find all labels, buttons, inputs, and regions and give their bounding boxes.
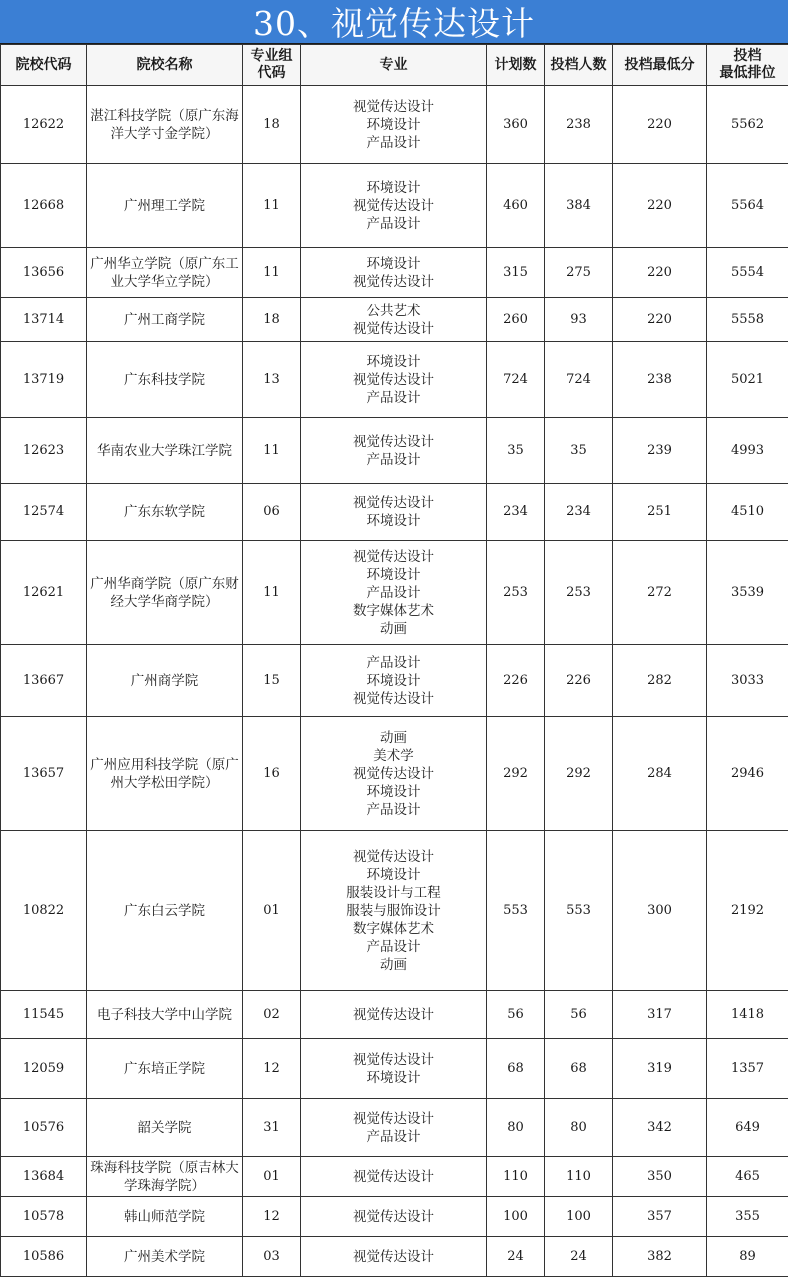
table-row — [1, 1099, 788, 1157]
cell-min-rank: 465 — [707, 1157, 788, 1197]
cell-count: 100 — [545, 1197, 613, 1237]
header-min-score: 投档最低分 — [613, 45, 707, 86]
cell-majors — [301, 1237, 487, 1277]
cell-group-code: 11 — [243, 164, 301, 248]
cell-min-score: 342 — [613, 1099, 707, 1157]
cell-min-score: 357 — [613, 1197, 707, 1237]
cell-count: 110 — [545, 1157, 613, 1197]
cell-school-name: 广州工商学院 — [87, 298, 243, 342]
cell-group-code: 02 — [243, 991, 301, 1039]
cell-count: 35 — [545, 418, 613, 484]
cell-majors — [301, 86, 487, 164]
major-item: 环境设计 — [366, 566, 421, 583]
cell-school-name: 广东东软学院 — [87, 484, 243, 541]
cell-school-code: 13684 — [1, 1157, 87, 1197]
major-item: 产品设计 — [366, 215, 421, 232]
table-row — [1, 484, 788, 541]
major-item: 视觉传达设计 — [353, 1208, 434, 1225]
cell-school-code: 13657 — [1, 717, 87, 831]
cell-school-code: 12668 — [1, 164, 87, 248]
cell-group-code: 15 — [243, 645, 301, 717]
cell-majors — [301, 1099, 487, 1157]
cell-school-name: 韶关学院 — [87, 1099, 243, 1157]
table-row — [1, 1157, 788, 1197]
major-item: 产品设计 — [366, 134, 421, 151]
cell-min-score: 220 — [613, 164, 707, 248]
cell-group-code: 12 — [243, 1039, 301, 1099]
major-item: 动画 — [380, 729, 407, 746]
cell-count: 724 — [545, 342, 613, 418]
cell-min-rank: 5554 — [707, 248, 788, 298]
major-item: 环境设计 — [366, 783, 421, 800]
cell-group-code: 31 — [243, 1099, 301, 1157]
cell-min-score: 239 — [613, 418, 707, 484]
cell-school-code: 11545 — [1, 991, 87, 1039]
major-item: 美术学 — [373, 747, 414, 764]
cell-majors — [301, 645, 487, 717]
major-item: 数字媒体艺术 — [353, 602, 434, 619]
cell-plan: 234 — [487, 484, 545, 541]
table-row — [1, 248, 788, 298]
cell-plan: 253 — [487, 541, 545, 645]
cell-group-code: 06 — [243, 484, 301, 541]
major-item: 环境设计 — [366, 866, 421, 883]
table-row — [1, 991, 788, 1039]
table-header-row — [1, 45, 788, 86]
major-item: 视觉传达设计 — [353, 433, 434, 450]
major-item: 视觉传达设计 — [353, 1006, 434, 1023]
major-item: 服装设计与工程 — [346, 884, 441, 901]
header-count: 投档人数 — [545, 45, 613, 86]
cell-count: 24 — [545, 1237, 613, 1277]
cell-min-score: 238 — [613, 342, 707, 418]
cell-min-score: 300 — [613, 831, 707, 991]
header-major: 专业 — [301, 45, 487, 86]
major-item: 视觉传达设计 — [353, 98, 434, 115]
cell-school-code: 12623 — [1, 418, 87, 484]
cell-min-score: 220 — [613, 248, 707, 298]
major-item: 环境设计 — [366, 513, 421, 529]
major-item: 环境设计 — [366, 255, 421, 272]
cell-min-score: 382 — [613, 1237, 707, 1277]
cell-plan: 360 — [487, 86, 545, 164]
cell-min-score: 319 — [613, 1039, 707, 1099]
table-row — [1, 164, 788, 248]
major-item: 环境设计 — [366, 116, 421, 133]
cell-majors — [301, 717, 487, 831]
cell-group-code: 16 — [243, 717, 301, 831]
major-item: 服装与服饰设计 — [346, 902, 441, 919]
cell-min-score: 220 — [613, 86, 707, 164]
cell-group-code: 03 — [243, 1237, 301, 1277]
major-item: 视觉传达设计 — [353, 320, 434, 337]
cell-group-code: 01 — [243, 1157, 301, 1197]
cell-min-rank: 5564 — [707, 164, 788, 248]
cell-majors — [301, 342, 487, 418]
table-body — [1, 86, 788, 1277]
cell-count: 238 — [545, 86, 613, 164]
cell-school-name: 华南农业大学珠江学院 — [87, 418, 243, 484]
major-item: 视觉传达设计 — [353, 273, 434, 290]
major-item: 视觉传达设计 — [353, 495, 434, 511]
cell-min-score: 284 — [613, 717, 707, 831]
cell-min-rank: 5562 — [707, 86, 788, 164]
cell-school-name: 广州应用科技学院（原广州大学松田学院） — [87, 717, 243, 831]
cell-plan: 68 — [487, 1039, 545, 1099]
cell-min-rank: 3539 — [707, 541, 788, 645]
cell-school-name: 广东科技学院 — [87, 342, 243, 418]
major-item: 视觉传达设计 — [353, 548, 434, 565]
cell-school-name: 湛江科技学院（原广东海洋大学寸金学院） — [87, 86, 243, 164]
cell-count: 553 — [545, 831, 613, 991]
cell-count: 275 — [545, 248, 613, 298]
cell-count: 68 — [545, 1039, 613, 1099]
table-row — [1, 1237, 788, 1277]
cell-majors — [301, 831, 487, 991]
cell-group-code: 18 — [243, 298, 301, 342]
major-item: 视觉传达设计 — [353, 371, 434, 388]
header-group-code: 专业组 代码 — [243, 45, 301, 86]
table-row — [1, 541, 788, 645]
cell-school-code: 12622 — [1, 86, 87, 164]
cell-plan: 80 — [487, 1099, 545, 1157]
cell-min-rank: 5021 — [707, 342, 788, 418]
header-min-rank: 投档 最低排位 — [707, 45, 788, 86]
cell-majors — [301, 1157, 487, 1197]
cell-school-name: 广东培正学院 — [87, 1039, 243, 1099]
cell-majors — [301, 484, 487, 541]
cell-school-name: 广州美术学院 — [87, 1237, 243, 1277]
cell-majors — [301, 991, 487, 1039]
cell-majors — [301, 248, 487, 298]
major-item: 产品设计 — [366, 938, 421, 955]
cell-school-code: 10586 — [1, 1237, 87, 1277]
cell-school-name: 广东白云学院 — [87, 831, 243, 991]
cell-school-code: 12621 — [1, 541, 87, 645]
cell-min-rank: 89 — [707, 1237, 788, 1277]
cell-count: 93 — [545, 298, 613, 342]
cell-count: 80 — [545, 1099, 613, 1157]
major-item: 产品设计 — [366, 801, 421, 818]
cell-majors — [301, 164, 487, 248]
major-item: 数字媒体艺术 — [353, 920, 434, 937]
major-item: 动画 — [380, 620, 407, 637]
cell-min-rank: 4510 — [707, 484, 788, 541]
cell-school-code: 13719 — [1, 342, 87, 418]
major-item: 产品设计 — [366, 654, 421, 671]
cell-group-code: 11 — [243, 418, 301, 484]
cell-plan: 110 — [487, 1157, 545, 1197]
cell-majors — [301, 541, 487, 645]
cell-school-name: 韩山师范学院 — [87, 1197, 243, 1237]
cell-min-rank: 4993 — [707, 418, 788, 484]
cell-plan: 24 — [487, 1237, 545, 1277]
cell-school-code: 12059 — [1, 1039, 87, 1099]
cell-count: 56 — [545, 991, 613, 1039]
major-item: 环境设计 — [366, 353, 421, 370]
cell-plan: 460 — [487, 164, 545, 248]
cell-plan: 100 — [487, 1197, 545, 1237]
major-item: 产品设计 — [366, 451, 421, 468]
cell-plan: 260 — [487, 298, 545, 342]
cell-min-rank: 355 — [707, 1197, 788, 1237]
cell-min-rank: 2946 — [707, 717, 788, 831]
table-row — [1, 1197, 788, 1237]
cell-school-name: 广州华商学院（原广东财经大学华商学院） — [87, 541, 243, 645]
cell-count: 292 — [545, 717, 613, 831]
cell-count: 384 — [545, 164, 613, 248]
cell-min-score: 251 — [613, 484, 707, 541]
cell-min-score: 350 — [613, 1157, 707, 1197]
table-row — [1, 418, 788, 484]
major-item: 视觉传达设计 — [353, 690, 434, 707]
cell-count: 234 — [545, 484, 613, 541]
cell-count: 253 — [545, 541, 613, 645]
table-row — [1, 831, 788, 991]
cell-min-rank: 2192 — [707, 831, 788, 991]
table-row — [1, 342, 788, 418]
major-item: 环境设计 — [366, 179, 421, 196]
cell-group-code: 12 — [243, 1197, 301, 1237]
major-item: 产品设计 — [366, 1128, 421, 1145]
admission-table — [0, 44, 788, 1277]
cell-school-name: 珠海科技学院（原吉林大学珠海学院） — [87, 1157, 243, 1197]
major-item: 视觉传达设计 — [353, 1051, 434, 1068]
cell-min-score: 317 — [613, 991, 707, 1039]
table-row — [1, 1039, 788, 1099]
table-row — [1, 645, 788, 717]
cell-majors — [301, 1039, 487, 1099]
cell-plan: 553 — [487, 831, 545, 991]
cell-school-code: 10822 — [1, 831, 87, 991]
cell-min-rank: 1357 — [707, 1039, 788, 1099]
cell-majors — [301, 298, 487, 342]
major-item: 产品设计 — [366, 389, 421, 406]
cell-plan: 292 — [487, 717, 545, 831]
cell-group-code: 11 — [243, 541, 301, 645]
cell-school-code: 13656 — [1, 248, 87, 298]
cell-plan: 35 — [487, 418, 545, 484]
header-plan: 计划数 — [487, 45, 545, 86]
table-row — [1, 86, 788, 164]
cell-group-code: 18 — [243, 86, 301, 164]
header-school-code: 院校代码 — [1, 45, 87, 86]
cell-min-rank: 649 — [707, 1099, 788, 1157]
major-item: 视觉传达设计 — [353, 765, 434, 782]
cell-min-score: 282 — [613, 645, 707, 717]
cell-plan: 724 — [487, 342, 545, 418]
major-item: 视觉传达设计 — [353, 197, 434, 214]
cell-plan: 56 — [487, 991, 545, 1039]
cell-majors — [301, 1197, 487, 1237]
cell-group-code: 13 — [243, 342, 301, 418]
cell-school-name: 广州商学院 — [87, 645, 243, 717]
cell-min-score: 272 — [613, 541, 707, 645]
header-school-name: 院校名称 — [87, 45, 243, 86]
cell-min-rank: 5558 — [707, 298, 788, 342]
major-item: 动画 — [380, 956, 407, 973]
major-item: 公共艺术 — [366, 302, 421, 319]
cell-majors — [301, 418, 487, 484]
major-item: 视觉传达设计 — [353, 1248, 434, 1265]
cell-school-name: 广州华立学院（原广东工业大学华立学院） — [87, 248, 243, 298]
cell-school-code: 13667 — [1, 645, 87, 717]
cell-school-code: 12574 — [1, 484, 87, 541]
cell-school-name: 广州理工学院 — [87, 164, 243, 248]
cell-group-code: 01 — [243, 831, 301, 991]
major-item: 环境设计 — [366, 1069, 421, 1086]
major-item: 产品设计 — [366, 584, 421, 601]
major-item: 视觉传达设计 — [353, 1110, 434, 1127]
cell-group-code: 11 — [243, 248, 301, 298]
cell-school-name: 电子科技大学中山学院 — [87, 991, 243, 1039]
major-item: 视觉传达设计 — [353, 1168, 434, 1185]
cell-plan: 315 — [487, 248, 545, 298]
cell-plan: 226 — [487, 645, 545, 717]
cell-min-rank: 3033 — [707, 645, 788, 717]
table-row — [1, 717, 788, 831]
cell-school-code: 10576 — [1, 1099, 87, 1157]
cell-school-code: 13714 — [1, 298, 87, 342]
table-row — [1, 298, 788, 342]
cell-count: 226 — [545, 645, 613, 717]
cell-school-code: 10578 — [1, 1197, 87, 1237]
major-item: 环境设计 — [366, 672, 421, 689]
cell-min-score: 220 — [613, 298, 707, 342]
page-title: 30、视觉传达设计 — [0, 0, 788, 44]
cell-min-rank: 1418 — [707, 991, 788, 1039]
major-item: 视觉传达设计 — [353, 848, 434, 865]
